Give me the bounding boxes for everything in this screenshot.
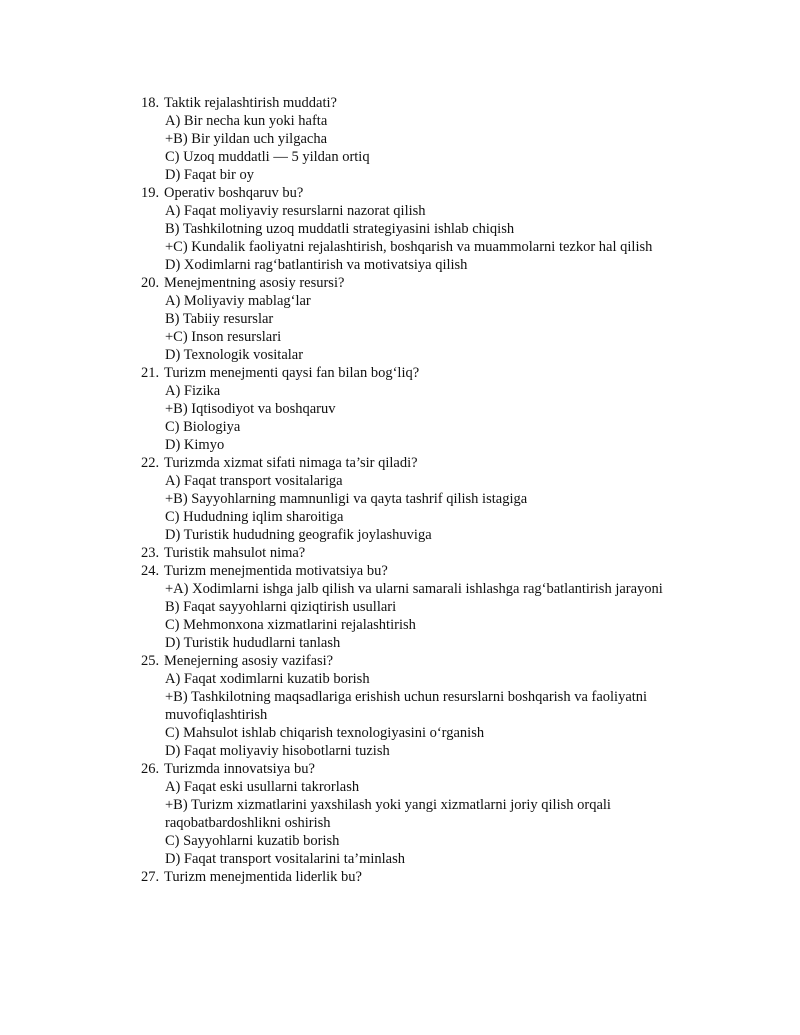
answer-option: D) Faqat transport vositalarini ta’minlash bbox=[165, 851, 406, 867]
question-22 bbox=[141, 454, 671, 544]
answer-option: D) Xodimlarni rag‘batlantirish va motivatsiya qilish bbox=[165, 257, 468, 273]
question-heading bbox=[141, 652, 671, 670]
answer-option: D) Texnologik vositalar bbox=[165, 347, 304, 363]
answer-option: C) Mahsulot ishlab chiqarish texnologiyasini o‘rganish bbox=[165, 725, 485, 741]
question-heading bbox=[141, 868, 671, 886]
answer-option: A) Bir necha kun yoki hafta bbox=[165, 113, 328, 129]
question-20 bbox=[141, 274, 671, 364]
question-heading bbox=[141, 364, 671, 382]
question-list bbox=[141, 94, 671, 886]
answer-option: A) Faqat moliyaviy resurslarni nazorat qilish bbox=[165, 203, 426, 219]
answer-option: B) Faqat sayyohlarni qiziqtirish usullari bbox=[165, 599, 397, 615]
question-18 bbox=[141, 94, 671, 184]
answer-option: C) Sayyohlarni kuzatib borish bbox=[165, 833, 340, 849]
question-number: 18. bbox=[141, 95, 160, 111]
answer-option: +C) Inson resurslari bbox=[165, 329, 282, 345]
question-number: 26. bbox=[141, 761, 160, 777]
question-number: 25. bbox=[141, 653, 160, 669]
question-number: 21. bbox=[141, 365, 160, 381]
answer-option: +A) Xodimlarni ishga jalb qilish va ularni samarali ishlashga rag‘batlantirish jarayoni bbox=[165, 581, 663, 597]
answer-option: +B) Iqtisodiyot va boshqaruv bbox=[165, 401, 336, 417]
question-text: Turistik mahsulot nima? bbox=[164, 545, 306, 561]
answer-option: D) Turistik hududning geografik joylashuviga bbox=[165, 527, 432, 543]
answer-option: D) Faqat bir oy bbox=[165, 167, 254, 183]
answer-option: A) Faqat eski usullarni takrorlash bbox=[165, 779, 360, 795]
question-heading bbox=[141, 94, 671, 112]
question-number: 19. bbox=[141, 185, 160, 201]
question-heading bbox=[141, 454, 671, 472]
question-heading bbox=[141, 184, 671, 202]
question-27 bbox=[141, 868, 671, 886]
answer-option: +B) Bir yildan uch yilgacha bbox=[165, 131, 327, 147]
answer-option: C) Biologiya bbox=[165, 419, 241, 435]
question-heading bbox=[141, 274, 671, 292]
answer-option: D) Turistik hududlarni tanlash bbox=[165, 635, 341, 651]
question-23 bbox=[141, 544, 671, 562]
question-text: Turizm menejmenti qaysi fan bilan bog‘liq? bbox=[164, 365, 420, 381]
answer-option: +B) Tashkilotning maqsadlariga erishish uchun resurslarni boshqarish va faoliyatni muvofiqlashtirish bbox=[165, 689, 648, 723]
answer-option: D) Kimyo bbox=[165, 437, 225, 453]
question-text: Turizmda xizmat sifati nimaga ta’sir qiladi? bbox=[164, 455, 418, 471]
question-text: Turizm menejmentida motivatsiya bu? bbox=[164, 563, 388, 579]
question-text: Turizmda innovatsiya bu? bbox=[164, 761, 315, 777]
question-heading bbox=[141, 562, 671, 580]
question-text: Menejerning asosiy vazifasi? bbox=[164, 653, 334, 669]
answer-option: +B) Sayyohlarning mamnunligi va qayta tashrif qilish istagiga bbox=[165, 491, 528, 507]
answer-option: C) Mehmonxona xizmatlarini rejalashtirish bbox=[165, 617, 416, 633]
answer-option: +C) Kundalik faoliyatni rejalashtirish, boshqarish va muammolarni tezkor hal qilish bbox=[165, 239, 653, 255]
answer-option: A) Fizika bbox=[165, 383, 221, 399]
answer-option: +B) Turizm xizmatlarini yaxshilash yoki yangi xizmatlarni joriy qilish orqali raqobatbardoshlikni oshirish bbox=[165, 797, 611, 831]
question-26 bbox=[141, 760, 671, 868]
answer-option: C) Hududning iqlim sharoitiga bbox=[165, 509, 344, 525]
answer-option: B) Tabiiy resurslar bbox=[165, 311, 274, 327]
question-heading bbox=[141, 544, 671, 562]
answer-option: A) Faqat transport vositalariga bbox=[165, 473, 343, 489]
question-heading bbox=[141, 760, 671, 778]
answer-option: C) Uzoq muddatli — 5 yildan ortiq bbox=[165, 149, 370, 165]
question-text: Operativ boshqaruv bu? bbox=[164, 185, 304, 201]
question-text: Taktik rejalashtirish muddati? bbox=[164, 95, 337, 111]
answer-option: D) Faqat moliyaviy hisobotlarni tuzish bbox=[165, 743, 390, 759]
question-25 bbox=[141, 652, 671, 760]
answer-option: A) Moliyaviy mablag‘lar bbox=[165, 293, 311, 309]
question-text: Menejmentning asosiy resursi? bbox=[164, 275, 345, 291]
question-number: 20. bbox=[141, 275, 160, 291]
question-number: 24. bbox=[141, 563, 160, 579]
answer-option: B) Tashkilotning uzoq muddatli strategiyasini ishlab chiqish bbox=[165, 221, 515, 237]
question-21 bbox=[141, 364, 671, 454]
question-number: 23. bbox=[141, 545, 160, 561]
question-number: 27. bbox=[141, 869, 160, 885]
question-24 bbox=[141, 562, 671, 652]
question-text: Turizm menejmentida liderlik bu? bbox=[164, 869, 362, 885]
question-19 bbox=[141, 184, 671, 274]
answer-option: A) Faqat xodimlarni kuzatib borish bbox=[165, 671, 370, 687]
question-number: 22. bbox=[141, 455, 160, 471]
